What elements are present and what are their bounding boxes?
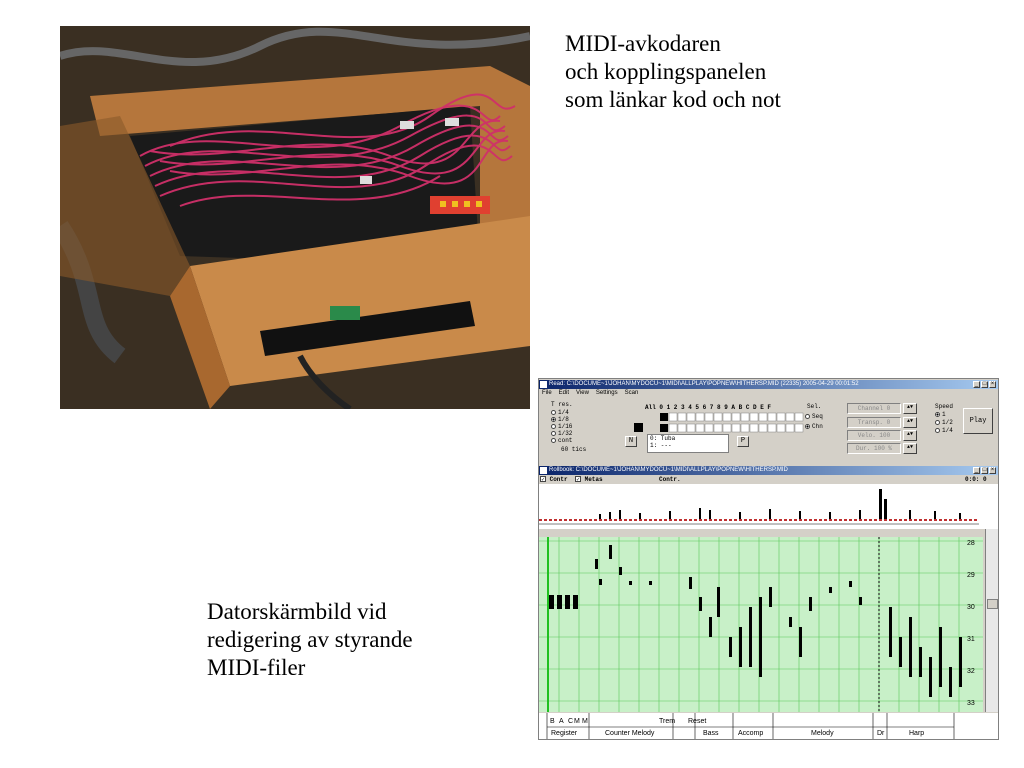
radio-icon: [551, 424, 556, 429]
sel-option-label: Seq: [812, 413, 823, 420]
caption-line: och kopplingspanelen: [565, 59, 767, 84]
radio-icon: [551, 417, 556, 422]
read-window-titlebar: [539, 380, 998, 389]
caption-line: redigering av styrande: [207, 627, 413, 652]
controller-lane[interactable]: [539, 484, 998, 529]
speed-label: Speed: [935, 403, 954, 410]
radio-icon: [935, 412, 940, 417]
tres-option-label: 1/16: [558, 423, 573, 430]
window-controls: [973, 381, 996, 388]
maximize-button[interactable]: □: [982, 467, 987, 473]
section-counter-melody: Counter Melody: [605, 730, 655, 737]
measure-number: 30: [967, 604, 975, 611]
caption-line: Datorskärmbild vid: [207, 599, 387, 624]
caption-decoder: [565, 30, 781, 114]
section-melody: Melody: [811, 730, 834, 737]
velo-field[interactable]: Velo. 100: [847, 430, 901, 441]
section-bass: Bass: [703, 730, 719, 737]
tics-label: 60 tics: [561, 446, 587, 453]
register-letter: A: [559, 718, 564, 725]
speed-option[interactable]: [935, 411, 946, 418]
caption-line: som länkar kod och not: [565, 87, 781, 112]
checkbox-icon: ✓: [541, 476, 545, 484]
channels-label: All 0 1 2 3 4 5 6 7 8 9 A B C D E F: [645, 404, 772, 411]
measure-number: 33: [967, 700, 975, 707]
minimize-button[interactable]: _: [974, 467, 979, 473]
measure-number: 31: [967, 636, 975, 643]
menu-scan[interactable]: Scan: [624, 390, 639, 396]
close-button[interactable]: ×: [990, 467, 995, 473]
tres-option[interactable]: [551, 437, 572, 444]
instrument-item[interactable]: 0: Tuba: [650, 435, 676, 442]
tres-option-label: 1/4: [558, 409, 569, 416]
p-button[interactable]: P: [737, 436, 749, 447]
tres-option[interactable]: [551, 423, 572, 430]
contr-checkbox[interactable]: [540, 476, 568, 483]
menu-view[interactable]: View: [576, 390, 589, 396]
minimize-button[interactable]: _: [974, 381, 979, 387]
section-harp: Harp: [909, 730, 925, 737]
radio-icon: [551, 438, 556, 443]
app-icon: [540, 381, 547, 388]
velo-spinner[interactable]: ▲▼: [903, 430, 917, 441]
radio-icon: [551, 431, 556, 436]
speed-option[interactable]: [935, 419, 953, 426]
speed-option[interactable]: [935, 427, 953, 434]
contr-checkbox-label: Contr: [549, 476, 568, 483]
register-letter: M: [582, 718, 588, 725]
radio-icon: [935, 420, 940, 425]
caption-line: MIDI-filer: [207, 655, 306, 680]
read-window-title: Read: C:\DOCUME~1\JOHAN\MYDOCU~1\MIDI\ALLPLAY\POPNEW\HITHERSP.MID (22335) 2005-04-29 00:01:52: [549, 381, 859, 387]
sel-option[interactable]: [805, 423, 823, 430]
section-dr: Dr: [877, 730, 885, 737]
contr-label: Contr.: [659, 476, 681, 483]
instrument-list[interactable]: [647, 434, 729, 453]
tres-option[interactable]: [551, 430, 572, 437]
metas-checkbox[interactable]: [575, 476, 603, 483]
register-letter: M: [574, 718, 580, 725]
scrollbar-thumb[interactable]: [987, 599, 998, 609]
speed-option-label: 1: [942, 411, 946, 418]
section-labels: [539, 713, 998, 740]
piano-roll-notes[interactable]: [539, 537, 983, 712]
vertical-scrollbar[interactable]: [985, 529, 998, 712]
checkbox-icon: ✓: [576, 476, 580, 484]
play-button[interactable]: Play: [963, 408, 993, 434]
caption-line: MIDI-avkodaren: [565, 31, 721, 56]
channel-spinner[interactable]: ▲▼: [903, 403, 917, 414]
n-button[interactable]: N: [625, 436, 637, 447]
transp-field[interactable]: Transp. 0: [847, 417, 901, 428]
decoder-drawer-photo: [60, 26, 530, 409]
dur-spinner[interactable]: ▲▼: [903, 443, 917, 454]
close-button[interactable]: ×: [990, 381, 995, 387]
speed-option-label: 1/2: [942, 419, 953, 426]
window-controls: [973, 467, 996, 474]
tres-option-label: 1/32: [558, 430, 573, 437]
piano-roll[interactable]: [539, 537, 983, 712]
section-dividers: [539, 713, 998, 740]
rollbook-window-titlebar: [539, 466, 998, 475]
radio-icon: [935, 428, 940, 433]
sel-label: Sel.: [807, 403, 822, 410]
speed-option-label: 1/4: [942, 427, 953, 434]
instrument-item[interactable]: 1: ---: [650, 442, 672, 449]
maximize-button[interactable]: □: [982, 381, 987, 387]
register-letter: B: [550, 718, 555, 725]
tres-option[interactable]: [551, 416, 569, 423]
app-icon: [540, 467, 547, 474]
menu-file[interactable]: File: [542, 390, 552, 396]
section-accomp: Accomp: [738, 730, 764, 737]
measure-number: 32: [967, 668, 975, 675]
menu-settings[interactable]: Settings: [595, 390, 618, 396]
midi-editor-screenshot: [538, 378, 999, 740]
menu-edit[interactable]: Edit: [558, 390, 570, 396]
measure-number: 29: [967, 572, 975, 579]
register-letter: C: [568, 718, 574, 725]
caption-screenshot: [207, 598, 413, 682]
tres-option-label: 1/8: [558, 416, 569, 423]
channel-grid[interactable]: [634, 412, 804, 434]
rollbook-window-title: Rollbook: C:\DOCUME~1\JOHAN\MYDOCU~1\MIDI\ALLPLAY\POPNEW\HITHERSP.MID: [549, 467, 788, 473]
radio-icon: [551, 410, 556, 415]
sel-option-label: Chn: [812, 423, 823, 430]
radio-icon: [805, 424, 810, 429]
radio-icon: [805, 414, 810, 419]
measure-number: 28: [967, 540, 975, 547]
channel-field[interactable]: Channel 0: [847, 403, 901, 414]
position-readout: 0:0: 0: [965, 476, 987, 483]
tres-option[interactable]: [551, 409, 569, 416]
tres-label: T res.: [551, 401, 573, 408]
section-register: Register: [551, 730, 578, 737]
dur-field[interactable]: Dur. 100 %: [847, 443, 901, 454]
transp-spinner[interactable]: ▲▼: [903, 417, 917, 428]
metas-checkbox-label: Metas: [584, 476, 603, 483]
sel-option[interactable]: [805, 413, 823, 420]
tres-option-label: cont: [558, 437, 573, 444]
reset-label: Reset: [688, 718, 707, 725]
menu-bar: [539, 389, 638, 398]
trem-label: Trem: [659, 718, 676, 725]
